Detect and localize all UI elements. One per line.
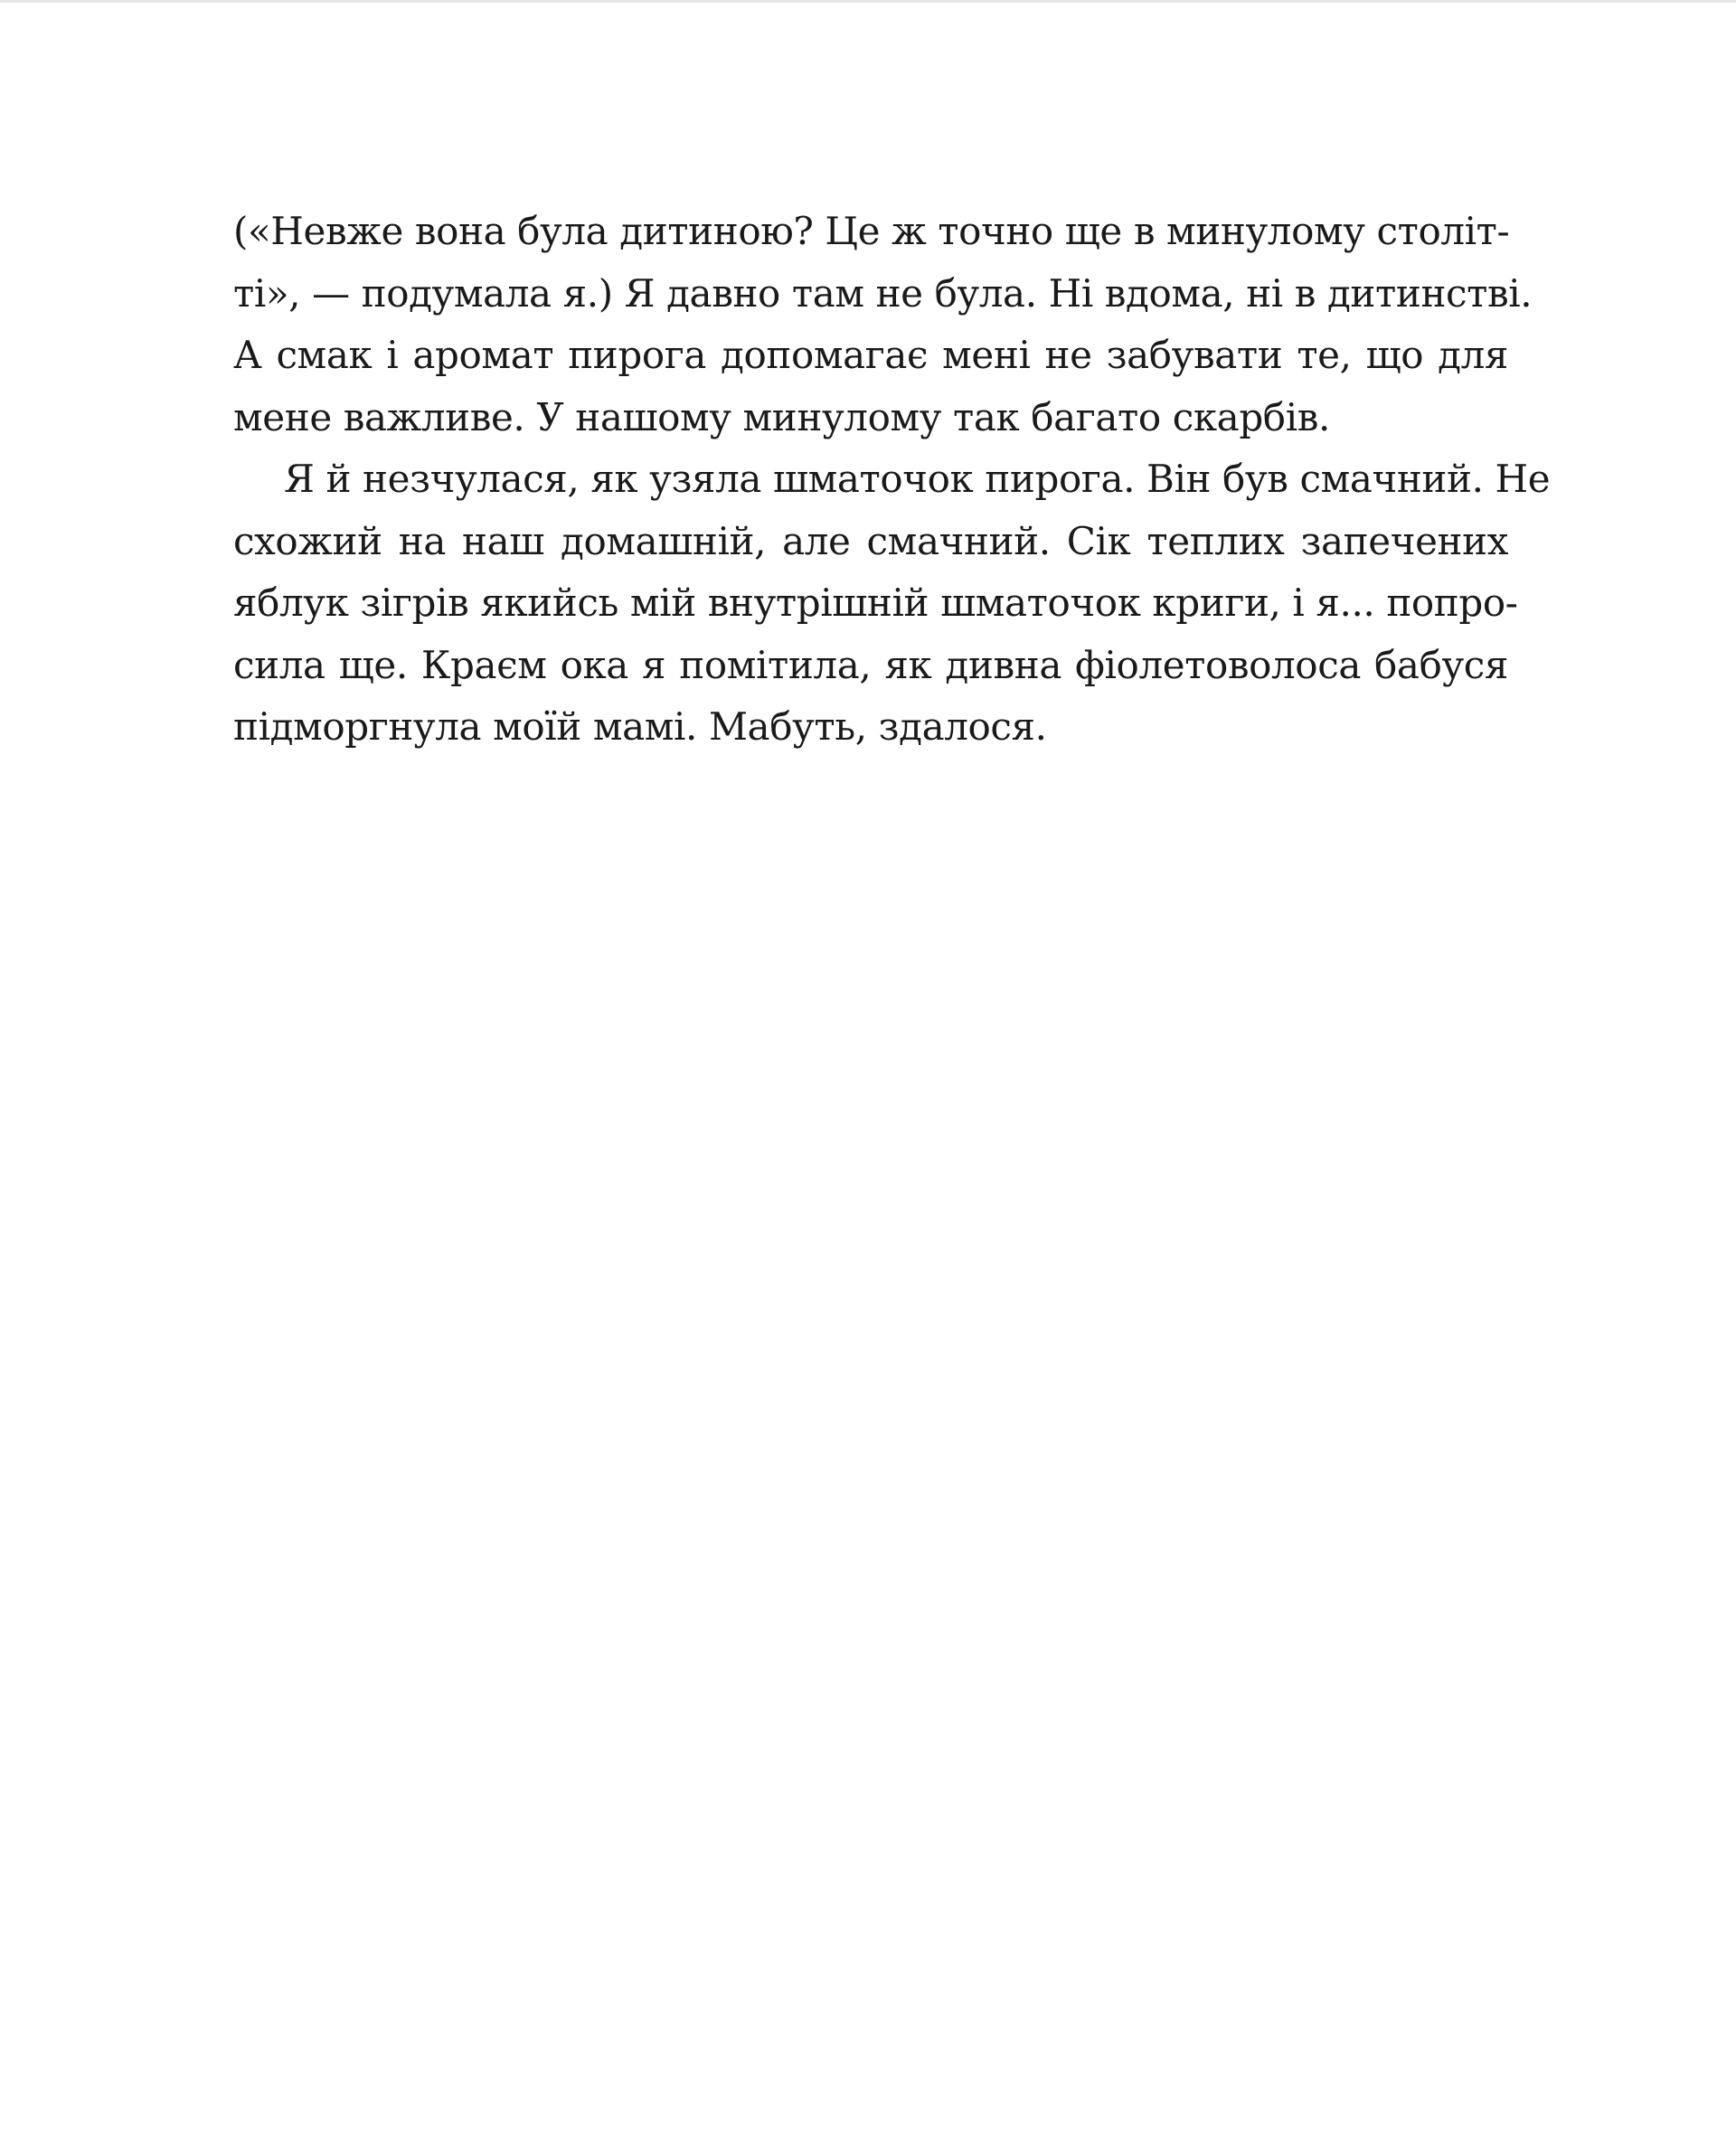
page-top-border (0, 0, 1736, 3)
text-line: сила ще. Краєм ока я помітила, як дивна фіолетоволоса бабуся (233, 642, 1508, 687)
text-line: ті», — подумала я.) Я давно там не була. Ні вдома, ні в дитинстві. (233, 270, 1533, 316)
text-line: А смак і аромат пирога допомагає мені не забувати те, що для (233, 333, 1508, 377)
text-line: підморгнула моїй мамі. Мабуть, здалося. (233, 704, 1047, 749)
paragraph (233, 448, 1551, 759)
text-line: яблук зігрів якийсь мій внутрішній шматочок криги, і я... попро- (233, 580, 1518, 625)
text-line: («Невже вона була дитиною? Це ж точно ще в минулому століт- (233, 209, 1510, 253)
paragraph (233, 201, 1533, 448)
text-line: Я й незчулася, як узяла шматочок пирога. Він був смачний. Не (284, 457, 1551, 501)
text-line: мене важливе. У нашому минулому так багато скарбів. (233, 394, 1330, 439)
page-body (233, 201, 1551, 759)
text-line: схожий на наш домашній, але смачний. Сік теплих запечених (233, 518, 1508, 563)
